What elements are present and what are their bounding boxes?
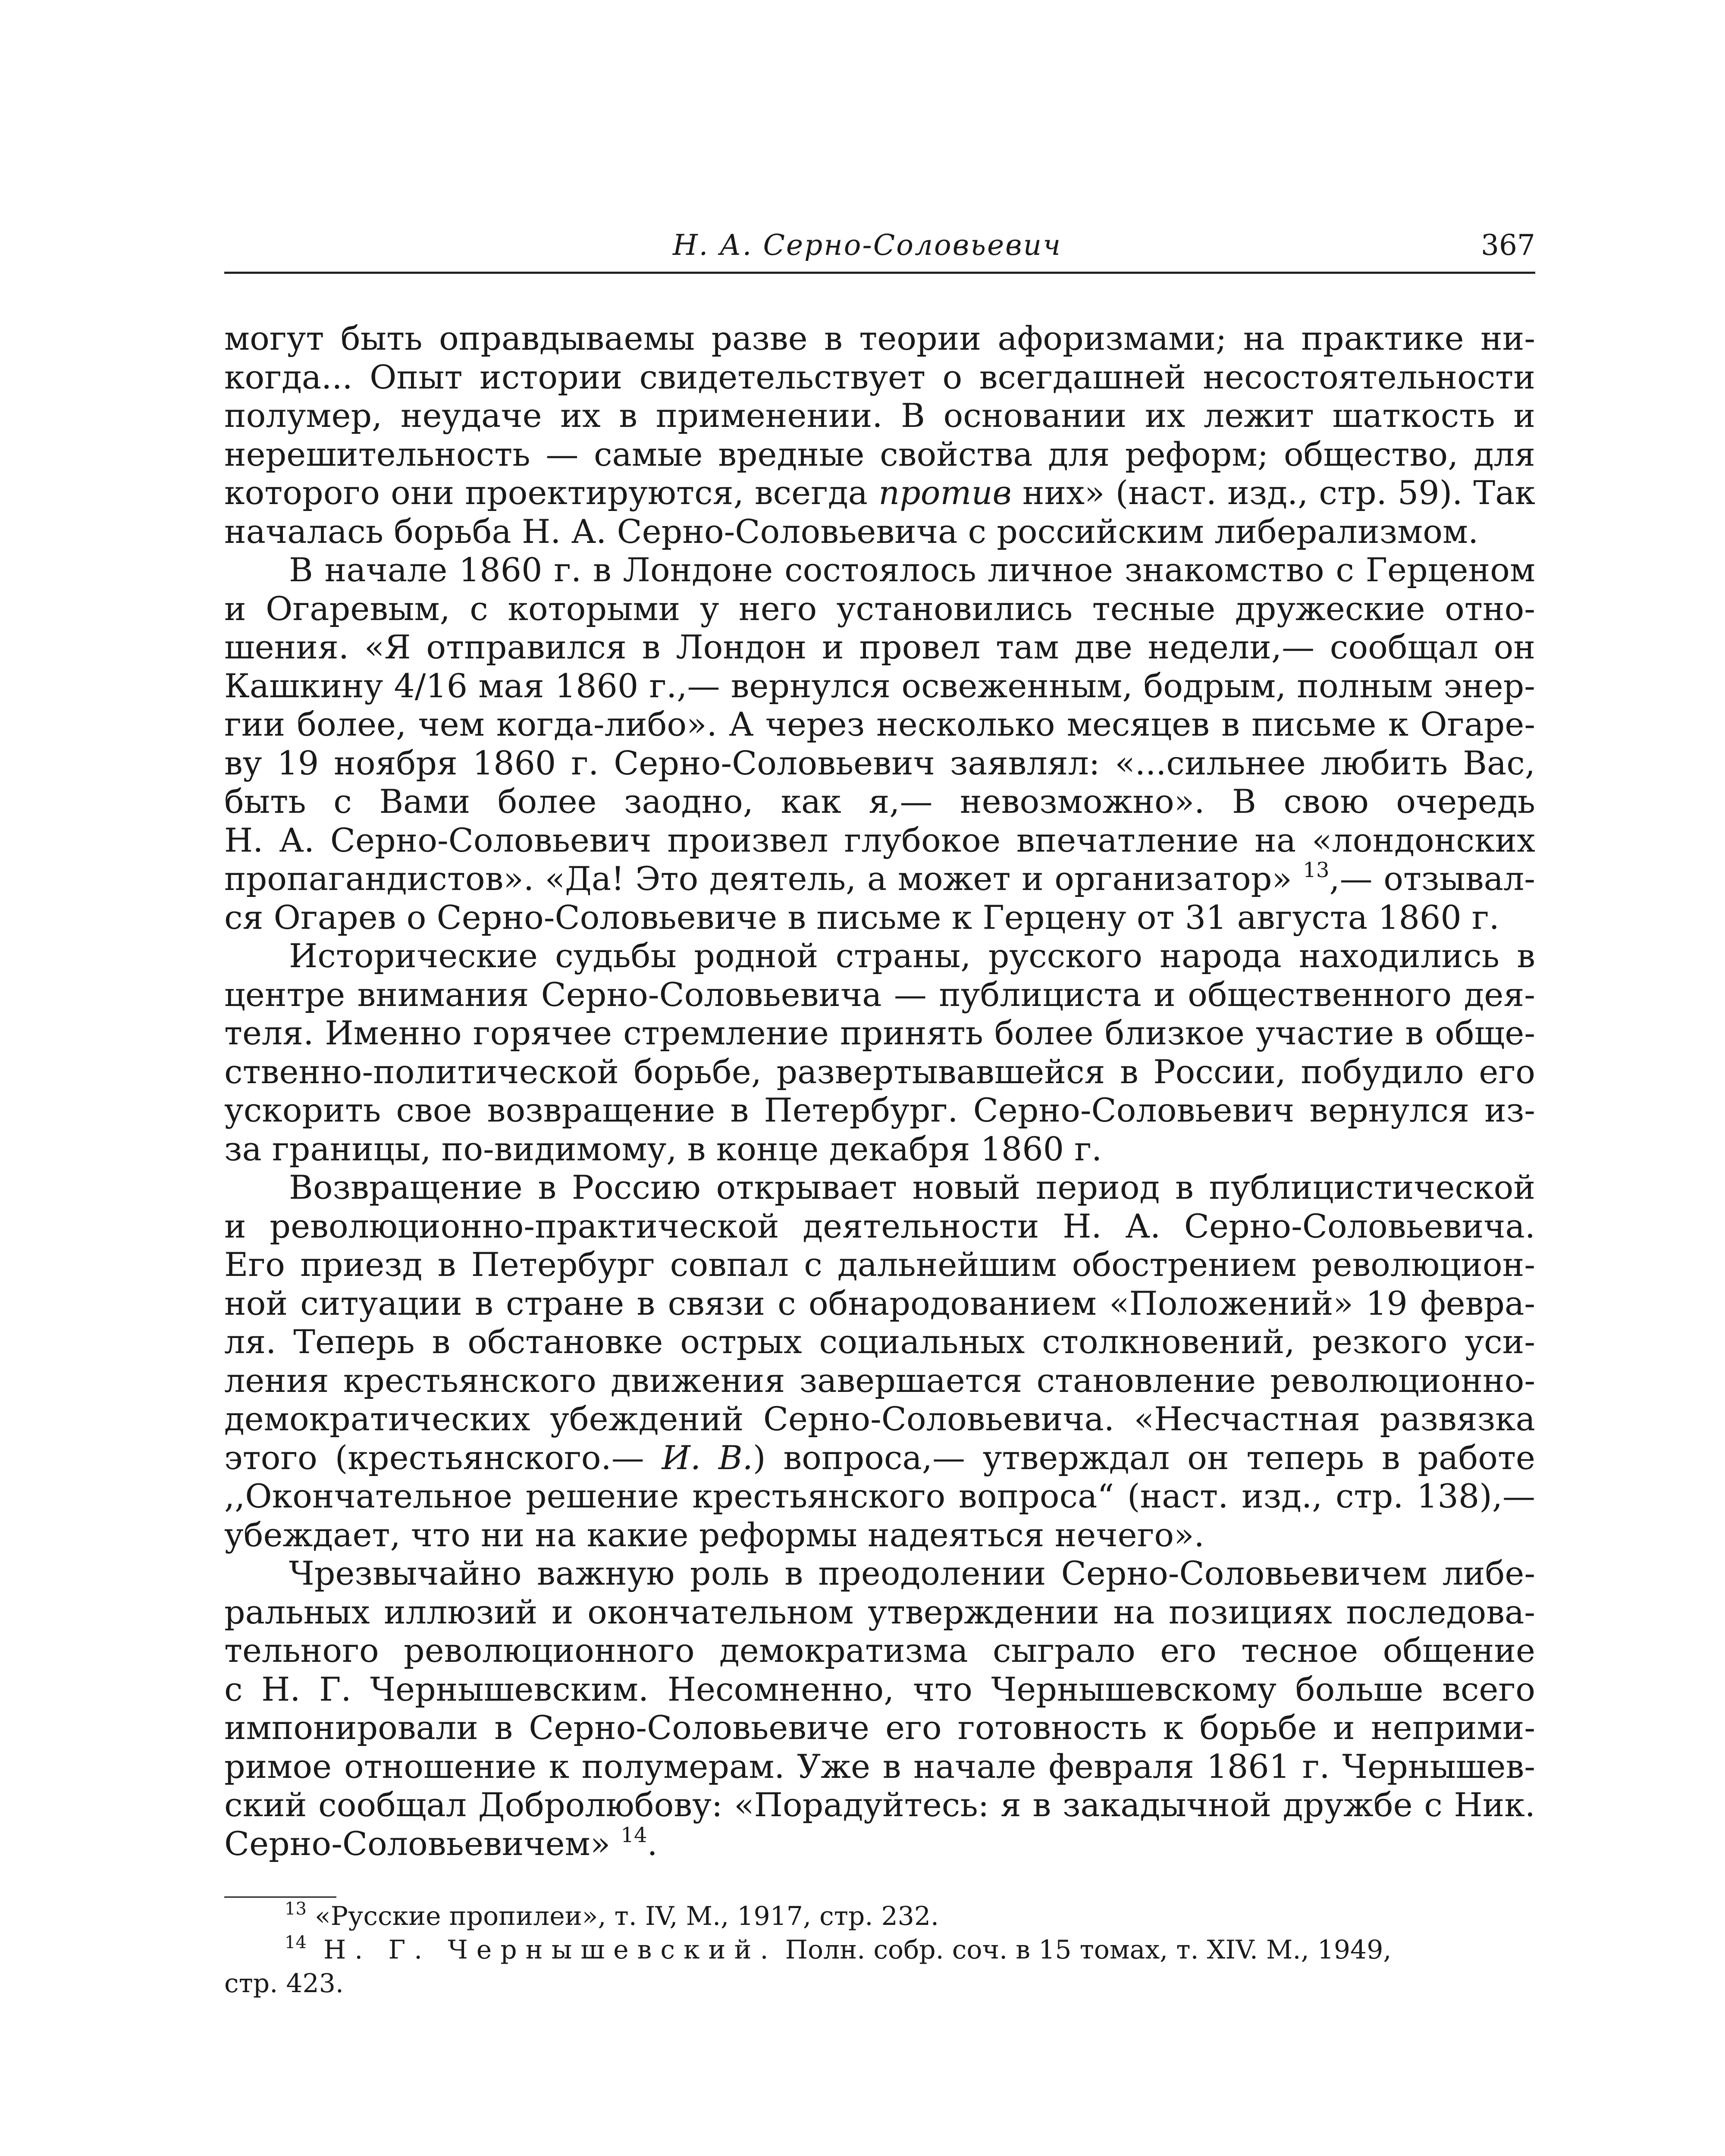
text-line: В начале 1860 г. в Лондоне состоялось личное знакомство с Герценом	[289, 551, 1535, 589]
text-line: ускорить свое возвращение в Петербург. Серно-Соловьевич вернулся из-	[224, 1091, 1535, 1129]
footnote-text: «Русские пропилеи», т. IV, М., 1917, стр. 232.	[306, 1901, 939, 1931]
text-line: когда... Опыт истории свидетельствует о всегдашней несостоятельности	[224, 357, 1535, 396]
text-line: центре внимания Серно-Соловьевича — публициста и общественного дея-	[224, 975, 1535, 1014]
text-line: импонировали в Серно-Соловьевиче его готовность к борьбе и неприми-	[224, 1708, 1535, 1747]
text-line	[224, 473, 1535, 512]
text-line: Чрезвычайно важную роль в преодолении Серно-Соловьевичем либе-	[289, 1554, 1535, 1592]
text-line: ления крестьянского движения завершается становление революционно-	[224, 1361, 1535, 1400]
footnote-number: 14	[285, 1933, 307, 1952]
text-span: пропагандистов». «Да! Это деятель, а может и организатор»	[224, 859, 1292, 898]
text-line: теля. Именно горячее стремление принять более близкое участие в обще-	[224, 1014, 1535, 1052]
footnote-separator	[224, 1896, 336, 1898]
text-line: ский сообщал Добролюбову: «Порадуйтесь: я в закадычной дружбе с Ник.	[224, 1786, 1535, 1824]
text-line: ,,Окончательное решение крестьянского вопроса“ (наст. изд., стр. 138),—	[224, 1477, 1535, 1515]
text-line	[224, 1438, 1535, 1477]
text-line: быть с Вами более заодно, как я,— невозможно». В свою очередь	[224, 782, 1535, 821]
footnote-14-continued: стр. 423.	[224, 1968, 344, 1999]
text-line: ля. Теперь в обстановке острых социальных столкновений, резкого уси-	[224, 1322, 1535, 1361]
text-line: гии более, чем когда-либо». А через несколько месяцев в письме к Огаре-	[224, 705, 1535, 743]
text-line: нерешительность — самые вредные свойства для реформ; общество, для	[224, 435, 1535, 473]
text-line: римое отношение к полумерам. Уже в начале февраля 1861 г. Чернышев-	[224, 1747, 1535, 1786]
paragraph-4	[224, 1168, 1535, 1554]
footnote-text: Полн. собр. соч. в 15 томах, т. XIV. М., 1949,	[777, 1935, 1392, 1965]
text-line: могут быть оправдываемы разве в теории афоризмами; на практике ни-	[224, 319, 1535, 357]
paragraph-5	[224, 1554, 1535, 1863]
text-line: ву 19 ноября 1860 г. Серно-Соловьевич заявлял: «...сильнее любить Вас,	[224, 743, 1535, 782]
text-span: ,— отзывал-	[1329, 859, 1535, 898]
text-span: Серно-Соловьевичем»	[224, 1824, 611, 1863]
text-line: Исторические судьбы родной страны, русского народа находились в	[289, 937, 1535, 975]
text-line: ственно-политической борьбе, развертывавшейся в России, побудило его	[224, 1052, 1535, 1091]
text-line: с Н. Г. Чернышевским. Несомненно, что Чернышевскому больше всего	[224, 1670, 1535, 1708]
text-line: Возвращение в Россию открывает новый период в публицистической	[289, 1168, 1535, 1206]
text-line: ной ситуации в стране в связи с обнародованием «Положений» 19 февра-	[224, 1284, 1535, 1322]
footnote-ref[interactable]: 14	[621, 1823, 647, 1847]
paragraph-1	[224, 319, 1535, 551]
running-header	[224, 224, 1535, 274]
text-line: шения. «Я отправился в Лондон и провел там две недели,— сообщал он	[224, 628, 1535, 666]
text-line: убеждает, что ни на какие реформы надеяться нечего».	[224, 1515, 1204, 1554]
page-number: 367	[1481, 229, 1535, 262]
footnote-13	[224, 1899, 1535, 1933]
text-span: ) вопроса,— утверждал он теперь в работе	[753, 1438, 1536, 1477]
text-line	[224, 859, 1535, 898]
text-line: Его приезд в Петербург совпал с дальнейшим обострением революцион-	[224, 1245, 1535, 1284]
text-line: и революционно-практической деятельности Н. А. Серно-Соловьевича.	[224, 1206, 1535, 1245]
body-text	[224, 319, 1535, 1863]
footnote-ref[interactable]: 13	[1303, 858, 1330, 882]
text-line: и Огаревым, с которыми у него установились тесные дружеские отно-	[224, 589, 1535, 628]
text-line: за границы, по-видимому, в конце декабря 1860 г.	[224, 1129, 1102, 1168]
footnote-14	[224, 1933, 1535, 1967]
italic-word: против	[878, 473, 1012, 512]
text-line: ся Огарев о Серно-Соловьевиче в письме к Герцену от 31 августа 1860 г.	[224, 898, 1499, 937]
text-span: них» (наст. изд., стр. 59). Так	[1011, 473, 1535, 512]
footnote-author: Н. Г. Чернышевский.	[306, 1935, 777, 1965]
text-line	[224, 1824, 1535, 1863]
text-line: ральных иллюзий и окончательном утверждении на позициях последова-	[224, 1592, 1535, 1631]
book-page	[224, 0, 1535, 2156]
footnotes	[224, 1899, 1535, 2000]
text-line: Кашкину 4/16 мая 1860 г.,— вернулся освеженным, бодрым, полным энер-	[224, 666, 1535, 705]
paragraph-2	[224, 551, 1535, 937]
text-span: этого (крестьянского.—	[224, 1438, 662, 1477]
text-line: Н. А. Серно-Соловьевич произвел глубокое впечатление на «лондонских	[224, 821, 1535, 859]
text-span: .	[647, 1824, 658, 1863]
text-line: началась борьба Н. А. Серно-Соловьевича с российским либерализмом.	[224, 512, 1479, 551]
text-span: которого они проектируются, всегда	[224, 473, 868, 512]
italic-initials: И. В.	[662, 1438, 753, 1477]
paragraph-3	[224, 937, 1535, 1168]
text-line: тельного революционного демократизма сыграло его тесное общение	[224, 1631, 1535, 1670]
text-line: демократических убеждений Серно-Соловьевича. «Несчастная развязка	[224, 1400, 1535, 1438]
text-line: полумер, неудаче их в применении. В основании их лежит шаткость и	[224, 396, 1535, 435]
footnote-number: 13	[285, 1899, 307, 1919]
running-title: Н. А. Серно-Соловьевич	[673, 229, 1062, 262]
